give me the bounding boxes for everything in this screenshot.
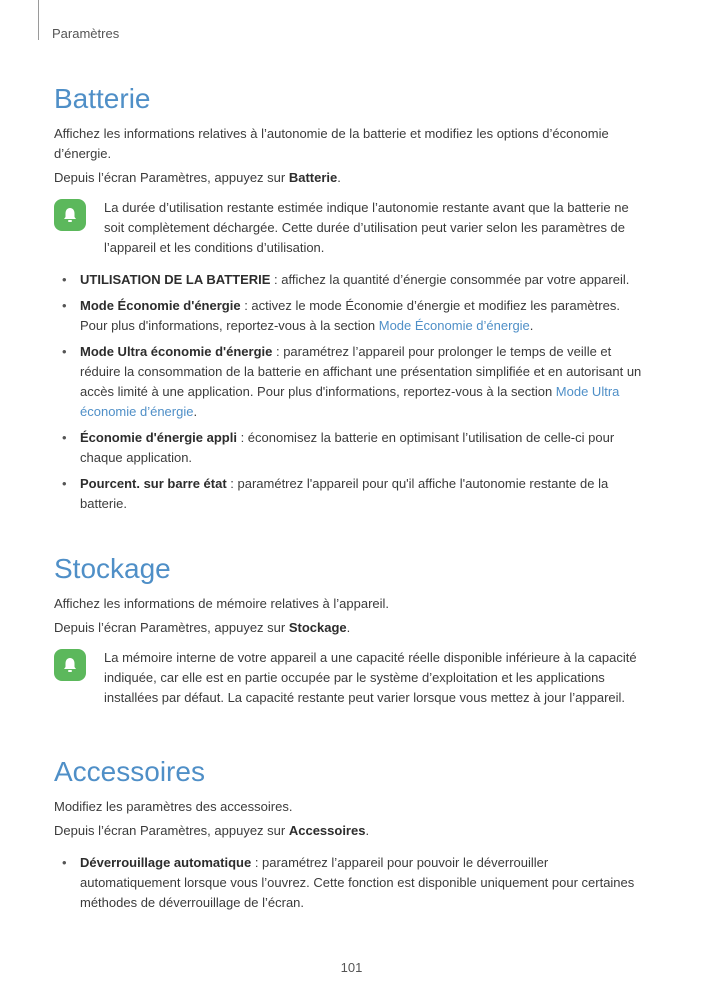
- option-term: Économie d'énergie appli: [80, 430, 237, 445]
- bell-note-icon: [54, 199, 86, 231]
- option-description: : affichez la quantité d’énergie consommée par votre appareil.: [270, 272, 630, 287]
- section-accessoires: [54, 755, 650, 919]
- option-term: Déverrouillage automatique: [80, 855, 252, 870]
- section-intro: Affichez les informations relatives à l’autonomie de la batterie et modifiez les options d’économie d’énergie.: [54, 126, 609, 161]
- section-batterie: [54, 82, 650, 520]
- option-suffix: .: [529, 318, 534, 333]
- section-title: Accessoires: [54, 756, 205, 787]
- option-description: : économisez la batterie en optimisant l’utilisation de celle-ci pour chaque application.: [80, 430, 615, 465]
- section-reference-link[interactable]: Mode Ultra économie d’énergie: [80, 384, 620, 419]
- list-item: [54, 342, 650, 422]
- section-intro: Modifiez les paramètres des accessoires.: [54, 799, 293, 814]
- list-item: [54, 296, 650, 336]
- option-term: Mode Économie d'énergie: [80, 298, 241, 313]
- list-item: [54, 270, 650, 290]
- option-suffix: .: [193, 404, 198, 419]
- option-description: : paramétrez l'appareil pour qu'il affiche l'autonomie restante de la batterie.: [80, 476, 609, 511]
- page-number: 101: [340, 960, 363, 975]
- bell-note-icon: [54, 649, 86, 681]
- option-term: UTILISATION DE LA BATTERIE: [80, 272, 271, 287]
- accessoires-option-list: [54, 853, 650, 913]
- note-block: [54, 198, 650, 258]
- corner-mark: [38, 0, 39, 40]
- list-item: [54, 853, 650, 913]
- note-text: La durée d’utilisation restante estimée indique l’autonomie restante avant que la batterie ne soit complètement déchargée. Cette durée d’utilisation peut varier selon les paramètres de l’appareil et les conditions d’utilisation.: [104, 200, 629, 255]
- list-item: [54, 428, 650, 468]
- option-description: : activez le mode Économie d’énergie et modifiez les paramètres. Pour plus d'informations, reportez-vous à la section: [80, 298, 620, 333]
- section-step: Depuis l’écran Paramètres, appuyez sur Accessoires.: [54, 823, 370, 838]
- list-item: [54, 474, 650, 514]
- section-title: Stockage: [54, 553, 171, 584]
- step-target: Stockage: [288, 620, 347, 635]
- option-description: : paramétrez l’appareil pour prolonger le temps de veille et réduire la consommation de la batterie en affichant une présentation simplifiée et en autorisant un accès limité à une application. Pour plus d'informations, reportez-vous à la section: [80, 344, 642, 399]
- batterie-option-list: [54, 270, 650, 514]
- option-description: : paramétrez l’appareil pour pouvoir le déverrouiller automatiquement lorsque vous l’ouvrez. Cette fonction est disponible uniquement pour certaines méthodes de déverrouillage de l’écran.: [80, 855, 635, 910]
- step-target: Accessoires: [288, 823, 366, 838]
- section-step: Depuis l’écran Paramètres, appuyez sur Batterie.: [54, 170, 341, 185]
- option-term: Pourcent. sur barre état: [80, 476, 227, 491]
- section-title: Batterie: [54, 83, 151, 114]
- running-header: Paramètres: [52, 26, 120, 41]
- step-target: Batterie: [288, 170, 338, 185]
- note-text: La mémoire interne de votre appareil a une capacité réelle disponible inférieure à la capacité indiquée, car elle est en partie occupée par le système d’exploitation et les applications installées par défaut. La capacité restante peut varier lorsque vous mettez à jour l’appareil.: [104, 650, 637, 705]
- note-block: [54, 648, 650, 708]
- section-intro: Affichez les informations de mémoire relatives à l’appareil.: [54, 596, 390, 611]
- section-reference-link[interactable]: Mode Économie d’énergie: [378, 318, 530, 333]
- section-step: Depuis l’écran Paramètres, appuyez sur Stockage.: [54, 620, 351, 635]
- section-stockage: [54, 552, 650, 708]
- option-term: Mode Ultra économie d'énergie: [80, 344, 273, 359]
